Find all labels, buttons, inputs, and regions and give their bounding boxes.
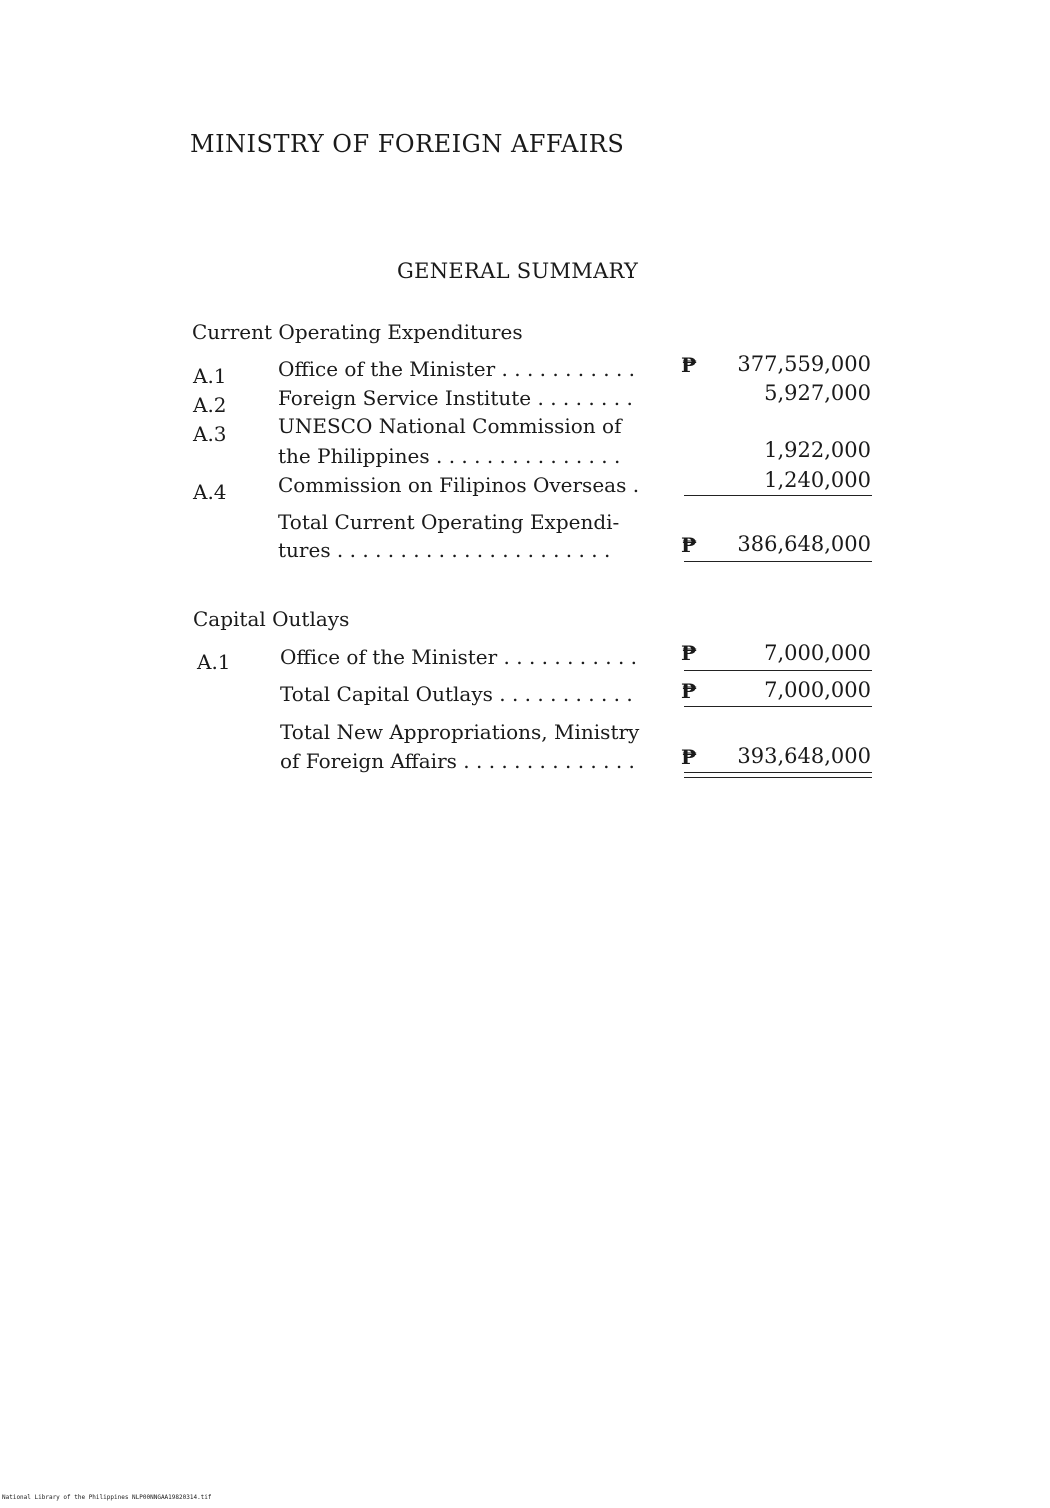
peso-sign: ₱	[681, 533, 697, 557]
item-code: A.4	[193, 480, 227, 504]
peso-sign: ₱	[681, 353, 697, 377]
current-expenditures-heading: Current Operating Expenditures	[192, 320, 523, 344]
item-label: Office of the Minister . . . . . . . . . . .	[278, 357, 636, 381]
item-label: Commission on Filipinos Overseas .	[278, 473, 640, 497]
item-label: Foreign Service Institute . . . . . . . .	[278, 386, 633, 410]
subtotal-rule	[684, 670, 872, 671]
grand-total-line2: of Foreign Affairs . . . . . . . . . . . . . .	[280, 749, 635, 773]
item-label: Office of the Minister . . . . . . . . . . .	[280, 645, 638, 669]
total-label: Total Capital Outlays . . . . . . . . . . .	[280, 682, 633, 706]
item-label-line1: UNESCO National Commission of	[278, 414, 622, 438]
item-amount: 7,000,000	[764, 641, 871, 665]
capital-outlays-heading: Capital Outlays	[193, 607, 350, 631]
ministry-title: MINISTRY OF FOREIGN AFFAIRS	[190, 130, 625, 158]
peso-sign: ₱	[681, 679, 697, 703]
total-rule	[684, 706, 872, 707]
item-code: A.2	[193, 393, 227, 417]
total-label-line1: Total Current Operating Expendi-	[278, 510, 620, 534]
item-code: A.1	[193, 364, 227, 388]
item-code: A.1	[197, 650, 231, 674]
subtotal-rule	[684, 495, 872, 496]
item-amount: 1,922,000	[764, 438, 871, 462]
item-amount: 5,927,000	[764, 381, 871, 405]
peso-sign: ₱	[681, 641, 697, 665]
grand-total-amount: 393,648,000	[737, 744, 871, 768]
item-amount: 377,559,000	[737, 352, 871, 376]
total-label-line2: tures . . . . . . . . . . . . . . . . . . . . . .	[278, 538, 611, 562]
general-summary-heading: GENERAL SUMMARY	[397, 259, 639, 283]
total-amount: 386,648,000	[737, 532, 871, 556]
item-label-line2: the Philippines . . . . . . . . . . . . . . .	[278, 444, 621, 468]
item-amount: 1,240,000	[764, 468, 871, 492]
source-footer: National Library of the Philippines NLP00NNGAA19820314.tif	[2, 1494, 212, 1501]
peso-sign: ₱	[681, 745, 697, 769]
double-rule	[684, 772, 872, 778]
item-code: A.3	[193, 422, 227, 446]
total-rule	[684, 561, 872, 562]
total-amount: 7,000,000	[764, 678, 871, 702]
grand-total-line1: Total New Appropriations, Ministry	[280, 720, 640, 744]
